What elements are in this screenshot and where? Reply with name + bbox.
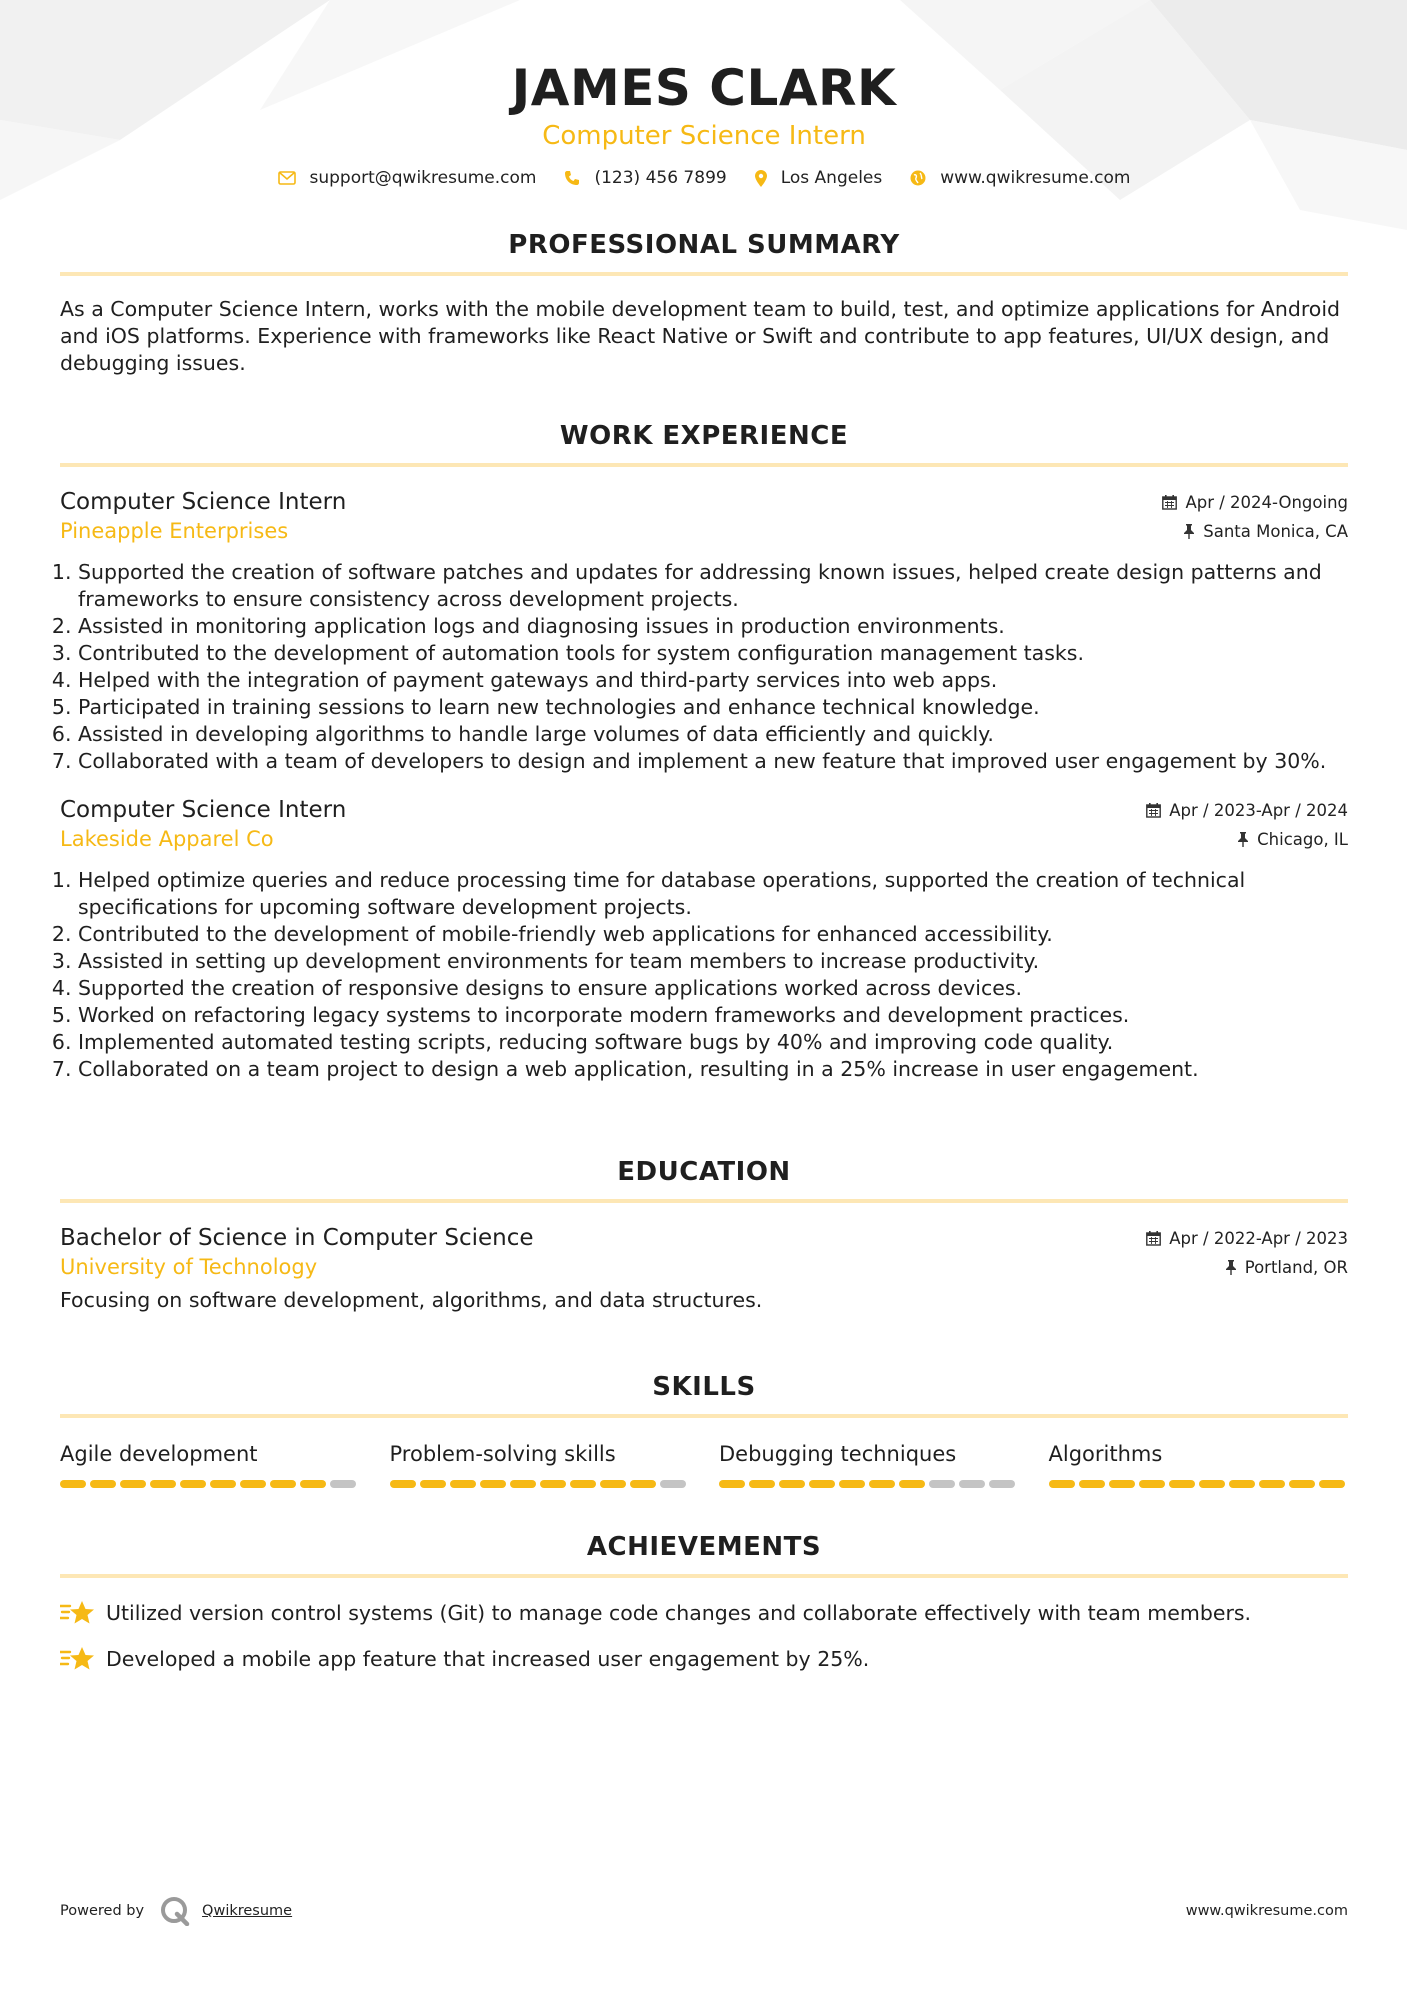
skill-meter-segment bbox=[60, 1480, 86, 1488]
list-item: 2. Contributed to the development of mobile-friendly web applications for enhanced accessibility. bbox=[78, 921, 1348, 948]
summary-text: As a Computer Science Intern, works with the mobile development team to build, test, and optimize applications for Android and iOS platforms. Experience with frameworks like React Native or Swift and contribute to app features, UI/UX design, and debugging issues. bbox=[60, 297, 1341, 375]
envelope-icon bbox=[278, 171, 296, 185]
achievements-heading: ACHIEVEMENTS bbox=[586, 1532, 822, 1562]
powered-by-label: Powered by bbox=[60, 1903, 145, 1919]
skill-meter-segment bbox=[1079, 1480, 1105, 1488]
section-divider bbox=[60, 1199, 1348, 1203]
skill-meter bbox=[1049, 1480, 1349, 1488]
education-location bbox=[1225, 1258, 1348, 1277]
skill-meter-segment bbox=[1199, 1480, 1225, 1488]
job-location-text: Chicago, IL bbox=[1257, 829, 1348, 849]
job-company: Pineapple Enterprises bbox=[60, 519, 289, 543]
list-item: 5. Participated in training sessions to learn new technologies and enhance technical knowledge. bbox=[78, 694, 1348, 721]
skill-meter-segment bbox=[929, 1480, 955, 1488]
skill-meter-segment bbox=[630, 1480, 656, 1488]
footer-website-link[interactable]: www.qwikresume.com bbox=[1185, 1903, 1348, 1919]
job-dates bbox=[1162, 493, 1348, 512]
skill-meter-segment bbox=[660, 1480, 686, 1488]
school-name: University of Technology bbox=[60, 1255, 318, 1279]
calendar-icon bbox=[1146, 1231, 1161, 1246]
skills-list bbox=[60, 1440, 1348, 1488]
list-item: 5. Worked on refactoring legacy systems to incorporate modern frameworks and development practices. bbox=[78, 1002, 1348, 1029]
skill-meter-segment bbox=[1139, 1480, 1165, 1488]
contact-phone-text: (123) 456 7899 bbox=[594, 168, 727, 188]
education-location-text: Portland, OR bbox=[1244, 1257, 1348, 1277]
skill-meter-segment bbox=[510, 1480, 536, 1488]
calendar-icon bbox=[1162, 495, 1177, 510]
list-item: 7. Collaborated with a team of developers to design and implement a new feature that improved user engagement by 30%. bbox=[78, 748, 1348, 775]
skill-meter-segment bbox=[1319, 1480, 1345, 1488]
list-item: 3. Contributed to the development of automation tools for system configuration management tasks. bbox=[78, 640, 1348, 667]
education-dates bbox=[1146, 1229, 1348, 1248]
skill-meter-segment bbox=[300, 1480, 326, 1488]
job-title: Computer Science Intern bbox=[60, 797, 347, 823]
pushpin-icon bbox=[1183, 524, 1195, 539]
skill-meter-segment bbox=[480, 1480, 506, 1488]
section-divider bbox=[60, 463, 1348, 467]
job-dates bbox=[1146, 801, 1348, 820]
qwikresume-logo-icon bbox=[160, 1896, 190, 1926]
skill-meter-segment bbox=[1109, 1480, 1135, 1488]
contact-location bbox=[755, 168, 883, 188]
experience-heading: WORK EXPERIENCE bbox=[559, 421, 849, 451]
resume-header bbox=[60, 0, 1348, 188]
achievement-text: Developed a mobile app feature that increased user engagement by 25%. bbox=[106, 1646, 870, 1671]
job-location bbox=[1237, 830, 1348, 849]
skill-meter-segment bbox=[959, 1480, 985, 1488]
list-item: 1. Supported the creation of software patches and updates for addressing known issues, helped create design patterns and frameworks to ensure consistency across development projects. bbox=[78, 559, 1348, 613]
candidate-title: Computer Science Intern bbox=[542, 121, 866, 151]
skills-heading: SKILLS bbox=[652, 1372, 756, 1402]
list-item: 1. Helped optimize queries and reduce processing time for database operations, supported the creation of technical specifications for upcoming software development projects. bbox=[78, 867, 1348, 921]
job-company: Lakeside Apparel Co bbox=[60, 827, 274, 851]
candidate-name: JAMES CLARK bbox=[511, 59, 897, 117]
skill-meter-segment bbox=[809, 1480, 835, 1488]
skill-name: Algorithms bbox=[1048, 1442, 1163, 1466]
list-item: 6. Implemented automated testing scripts, reducing software bugs by 40% and improving code quality. bbox=[78, 1029, 1348, 1056]
job-entry bbox=[60, 487, 1348, 775]
contact-website[interactable] bbox=[910, 168, 1130, 188]
skill-meter-segment bbox=[330, 1480, 356, 1488]
skill-meter-segment bbox=[150, 1480, 176, 1488]
calendar-icon bbox=[1146, 803, 1161, 818]
skill-meter-segment bbox=[839, 1480, 865, 1488]
contact-website-text: www.qwikresume.com bbox=[940, 168, 1131, 188]
job-bullets bbox=[60, 559, 1348, 775]
skill-item bbox=[719, 1440, 1019, 1488]
achievement-text: Utilized version control systems (Git) to manage code changes and collaborate effectively with team members. bbox=[106, 1600, 1252, 1625]
education-heading: EDUCATION bbox=[617, 1157, 791, 1187]
skill-name: Agile development bbox=[60, 1442, 258, 1466]
resume-page bbox=[60, 0, 1348, 1674]
section-divider bbox=[60, 1414, 1348, 1418]
skill-meter-segment bbox=[570, 1480, 596, 1488]
skill-meter-segment bbox=[210, 1480, 236, 1488]
skill-meter-segment bbox=[1049, 1480, 1075, 1488]
skill-meter-segment bbox=[1289, 1480, 1315, 1488]
skill-meter-segment bbox=[989, 1480, 1015, 1488]
skill-meter-segment bbox=[540, 1480, 566, 1488]
qwikresume-link[interactable]: Qwikresume bbox=[202, 1903, 293, 1919]
pushpin-icon bbox=[1225, 1260, 1237, 1275]
education-dates-text: Apr / 2022-Apr / 2023 bbox=[1169, 1228, 1348, 1248]
skill-meter-segment bbox=[450, 1480, 476, 1488]
skill-meter-segment bbox=[90, 1480, 116, 1488]
list-item: 2. Assisted in monitoring application logs and diagnosing issues in production environments. bbox=[78, 613, 1348, 640]
summary-heading: PROFESSIONAL SUMMARY bbox=[508, 230, 900, 260]
section-divider bbox=[60, 272, 1348, 276]
education-description: Focusing on software development, algorithms, and data structures. bbox=[60, 1288, 763, 1312]
achievement-item bbox=[60, 1644, 1348, 1674]
contact-bar bbox=[60, 168, 1348, 188]
job-title: Computer Science Intern bbox=[60, 489, 347, 515]
job-location-text: Santa Monica, CA bbox=[1203, 521, 1348, 541]
contact-email[interactable] bbox=[278, 168, 537, 188]
skill-meter bbox=[60, 1480, 360, 1488]
page-footer bbox=[60, 1896, 1348, 1926]
skill-item bbox=[60, 1440, 360, 1488]
skill-meter-segment bbox=[390, 1480, 416, 1488]
skill-name: Debugging techniques bbox=[719, 1442, 957, 1466]
skill-meter bbox=[719, 1480, 1019, 1488]
phone-icon bbox=[564, 170, 580, 186]
list-item: 4. Supported the creation of responsive designs to ensure applications worked across devices. bbox=[78, 975, 1348, 1002]
globe-icon bbox=[910, 170, 926, 186]
skill-meter-segment bbox=[420, 1480, 446, 1488]
skill-item bbox=[390, 1440, 690, 1488]
summary-section bbox=[60, 228, 1348, 377]
achievements-section bbox=[60, 1530, 1348, 1674]
skill-meter-segment bbox=[779, 1480, 805, 1488]
skill-meter-segment bbox=[1169, 1480, 1195, 1488]
job-bullets bbox=[60, 867, 1348, 1083]
contact-phone[interactable] bbox=[564, 168, 726, 188]
pushpin-icon bbox=[1237, 832, 1249, 847]
skill-item bbox=[1049, 1440, 1349, 1488]
contact-email-text: support@qwikresume.com bbox=[309, 168, 537, 188]
skill-meter-segment bbox=[180, 1480, 206, 1488]
job-dates-text: Apr / 2023-Apr / 2024 bbox=[1169, 800, 1348, 820]
skill-meter-segment bbox=[869, 1480, 895, 1488]
skill-meter-segment bbox=[1229, 1480, 1255, 1488]
skill-meter-segment bbox=[600, 1480, 626, 1488]
skill-meter-segment bbox=[270, 1480, 296, 1488]
powered-by bbox=[60, 1896, 292, 1926]
achievement-item bbox=[60, 1598, 1348, 1628]
skill-meter bbox=[390, 1480, 690, 1488]
skill-name: Problem-solving skills bbox=[389, 1442, 616, 1466]
skill-meter-segment bbox=[899, 1480, 925, 1488]
section-divider bbox=[60, 1574, 1348, 1578]
job-entry bbox=[60, 795, 1348, 1083]
job-dates-text: Apr / 2024-Ongoing bbox=[1185, 492, 1348, 512]
degree-title: Bachelor of Science in Computer Science bbox=[60, 1225, 534, 1251]
skill-meter-segment bbox=[120, 1480, 146, 1488]
location-pin-icon bbox=[755, 170, 767, 187]
skill-meter-segment bbox=[1259, 1480, 1285, 1488]
skill-meter-segment bbox=[719, 1480, 745, 1488]
list-item: 7. Collaborated on a team project to design a web application, resulting in a 25% increase in user engagement. bbox=[78, 1056, 1348, 1083]
experience-section bbox=[60, 419, 1348, 1083]
list-item: 4. Helped with the integration of payment gateways and third-party services into web apps. bbox=[78, 667, 1348, 694]
skills-section bbox=[60, 1370, 1348, 1488]
list-item: 3. Assisted in setting up development environments for team members to increase productivity. bbox=[78, 948, 1348, 975]
shooting-star-icon bbox=[60, 1644, 94, 1674]
contact-location-text: Los Angeles bbox=[780, 168, 883, 188]
job-location bbox=[1183, 522, 1348, 541]
skill-meter-segment bbox=[749, 1480, 775, 1488]
shooting-star-icon bbox=[60, 1598, 94, 1628]
skill-meter-segment bbox=[240, 1480, 266, 1488]
education-section bbox=[60, 1155, 1348, 1314]
list-item: 6. Assisted in developing algorithms to handle large volumes of data efficiently and quickly. bbox=[78, 721, 1348, 748]
